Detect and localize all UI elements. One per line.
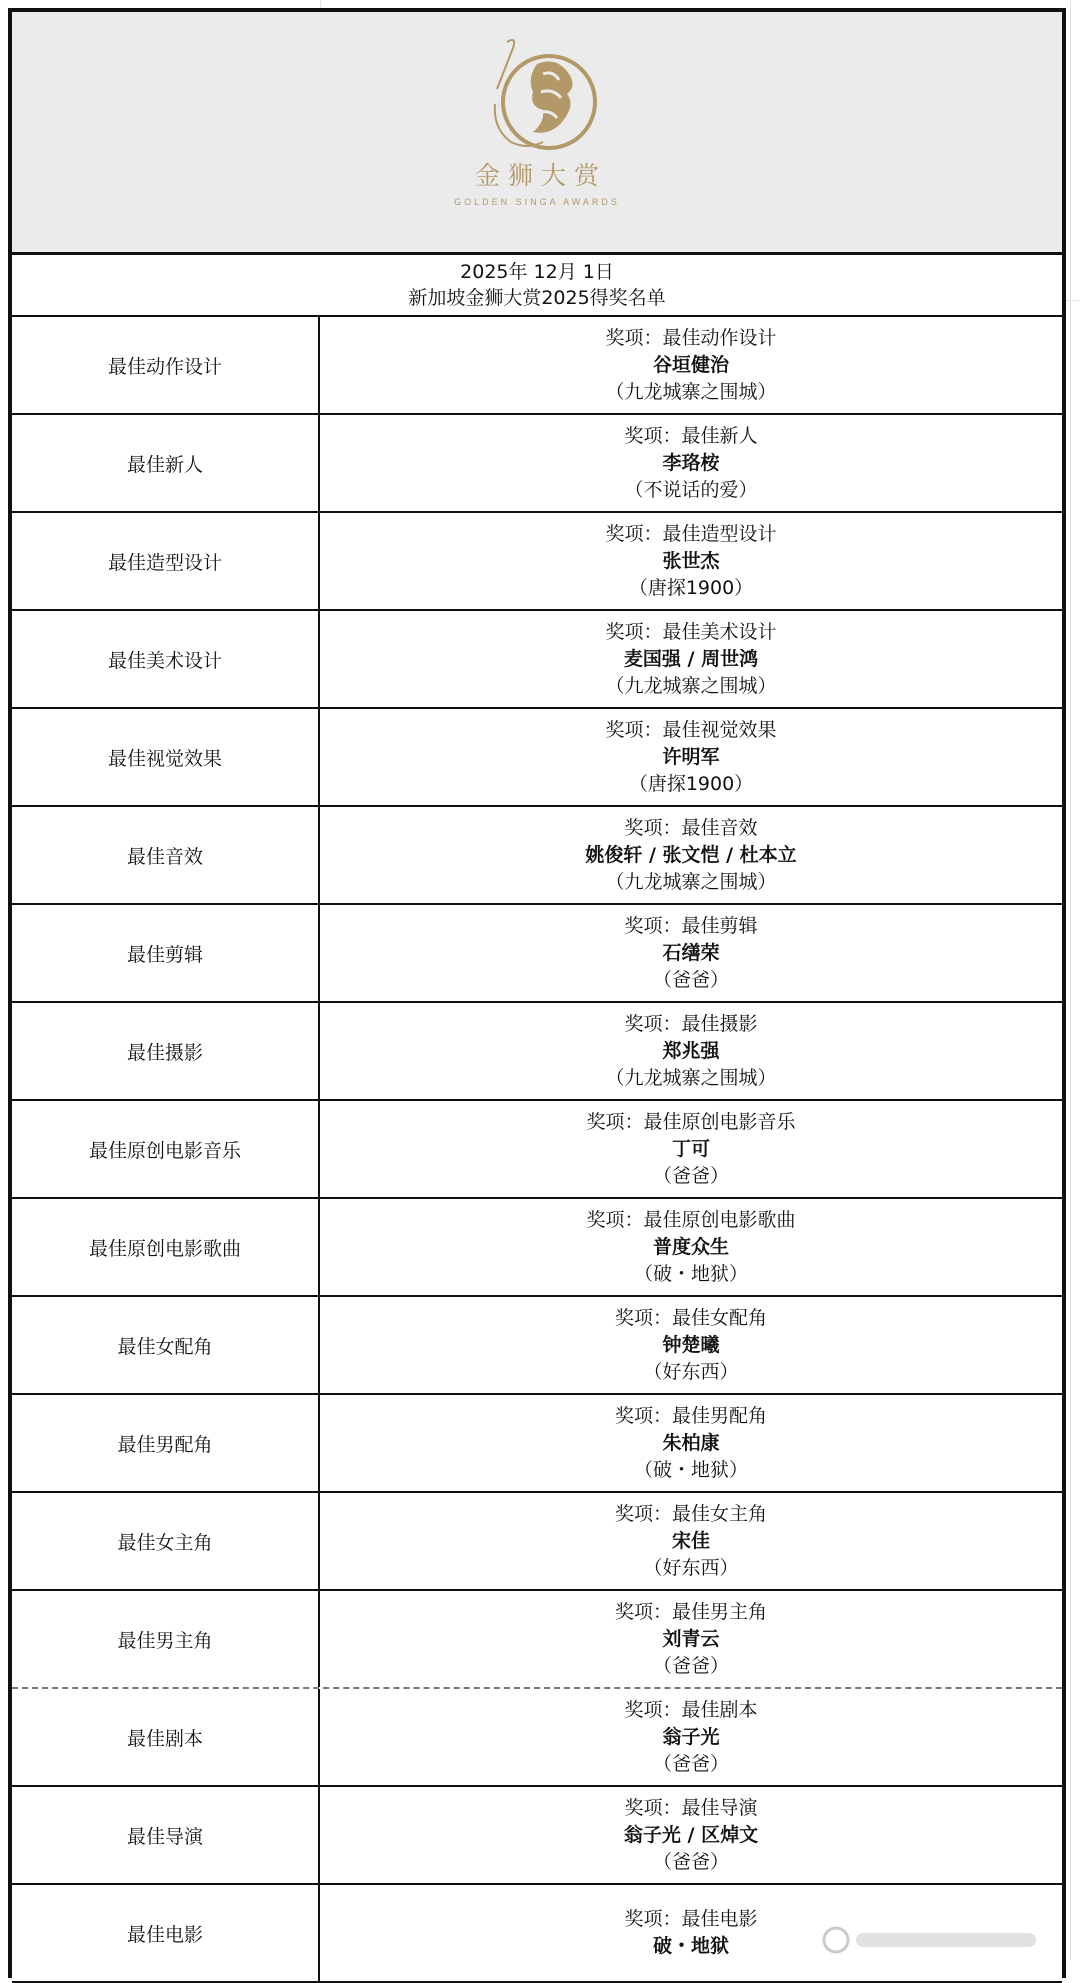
award-film: （爸爸） bbox=[652, 1752, 729, 1775]
list-title: 新加坡金狮大赏2025得奖名单 bbox=[408, 287, 666, 309]
award-winner: 许明军 bbox=[662, 745, 720, 768]
award-row bbox=[12, 415, 1062, 513]
award-line: 奖项：最佳摄影 bbox=[624, 1012, 758, 1035]
awards-table bbox=[12, 317, 1062, 1983]
award-winner: 朱柏康 bbox=[662, 1431, 720, 1454]
award-film: （不说话的爱） bbox=[624, 478, 758, 501]
award-category: 最佳摄影 bbox=[12, 1003, 320, 1099]
award-detail bbox=[320, 1689, 1062, 1785]
award-line: 奖项：最佳女主角 bbox=[614, 1502, 767, 1525]
award-category: 最佳导演 bbox=[12, 1787, 320, 1883]
award-category: 最佳剧本 bbox=[12, 1689, 320, 1785]
award-winner: 谷垣健治 bbox=[652, 353, 729, 376]
award-row bbox=[12, 1395, 1062, 1493]
award-detail bbox=[320, 1591, 1062, 1687]
logo-banner bbox=[12, 12, 1062, 255]
award-line: 奖项：最佳男配角 bbox=[614, 1404, 767, 1427]
award-film: （好东西） bbox=[643, 1360, 739, 1383]
gridline bbox=[1066, 300, 1080, 301]
award-row bbox=[12, 1493, 1062, 1591]
award-film: （爸爸） bbox=[652, 968, 729, 991]
golden-singa-logo bbox=[457, 34, 617, 154]
award-film: （九龙城寨之围城） bbox=[605, 1066, 777, 1089]
award-winner: 钟楚曦 bbox=[662, 1333, 720, 1356]
award-row bbox=[12, 1101, 1062, 1199]
award-film: （九龙城寨之围城） bbox=[605, 870, 777, 893]
award-film: （好东西） bbox=[643, 1556, 739, 1579]
award-detail bbox=[320, 1101, 1062, 1197]
award-film: （爸爸） bbox=[652, 1654, 729, 1677]
award-row bbox=[12, 905, 1062, 1003]
award-detail bbox=[320, 709, 1062, 805]
award-winner: 破・地狱 bbox=[652, 1935, 729, 1957]
award-category: 最佳美术设计 bbox=[12, 611, 320, 707]
award-category: 最佳音效 bbox=[12, 807, 320, 903]
watermark bbox=[820, 1925, 1060, 1955]
award-line: 奖项：最佳原创电影歌曲 bbox=[586, 1208, 796, 1231]
award-date: 2025年 12月 1日 bbox=[460, 261, 614, 283]
award-winner: 宋佳 bbox=[671, 1529, 710, 1552]
award-line: 奖项：最佳新人 bbox=[624, 424, 758, 447]
award-detail bbox=[320, 1787, 1062, 1883]
award-detail bbox=[320, 415, 1062, 511]
award-winner: 郑兆强 bbox=[662, 1039, 720, 1062]
award-row bbox=[12, 1297, 1062, 1395]
award-film: （九龙城寨之围城） bbox=[605, 674, 777, 697]
award-row bbox=[12, 1787, 1062, 1885]
award-row bbox=[12, 317, 1062, 415]
award-detail bbox=[320, 1297, 1062, 1393]
award-category: 最佳原创电影音乐 bbox=[12, 1101, 320, 1197]
award-row bbox=[12, 1199, 1062, 1297]
award-winner: 姚俊轩 / 张文恺 / 杜本立 bbox=[585, 843, 797, 866]
award-winner: 刘青云 bbox=[662, 1627, 720, 1650]
award-line: 奖项：最佳导演 bbox=[624, 1796, 758, 1819]
award-detail bbox=[320, 1493, 1062, 1589]
award-category: 最佳新人 bbox=[12, 415, 320, 511]
award-line: 奖项：最佳音效 bbox=[624, 816, 758, 839]
award-row bbox=[12, 709, 1062, 807]
award-line: 奖项：最佳女配角 bbox=[614, 1306, 767, 1329]
award-category: 最佳电影 bbox=[12, 1885, 320, 1981]
award-detail bbox=[320, 807, 1062, 903]
award-line: 奖项：最佳视觉效果 bbox=[605, 718, 777, 741]
award-category: 最佳女配角 bbox=[12, 1297, 320, 1393]
award-line: 奖项：最佳剪辑 bbox=[624, 914, 758, 937]
award-line: 奖项：最佳剧本 bbox=[624, 1698, 758, 1721]
award-film: （九龙城寨之围城） bbox=[605, 380, 777, 403]
award-line: 奖项：最佳美术设计 bbox=[605, 620, 777, 643]
award-winner: 麦国强 / 周世鸿 bbox=[623, 647, 759, 670]
award-category: 最佳女主角 bbox=[12, 1493, 320, 1589]
award-category: 最佳男配角 bbox=[12, 1395, 320, 1491]
award-detail bbox=[320, 905, 1062, 1001]
logo-emblem-text: 30 bbox=[457, 34, 459, 35]
award-line: 奖项：最佳造型设计 bbox=[605, 522, 777, 545]
award-detail bbox=[320, 1395, 1062, 1491]
award-detail bbox=[320, 611, 1062, 707]
award-line: 奖项：最佳原创电影音乐 bbox=[586, 1110, 796, 1133]
award-winner: 张世杰 bbox=[662, 549, 720, 572]
award-row bbox=[12, 807, 1062, 905]
award-detail bbox=[320, 1199, 1062, 1295]
award-line: 奖项：最佳动作设计 bbox=[605, 326, 777, 349]
award-line: 奖项：最佳电影 bbox=[624, 1908, 758, 1930]
award-winner: 普度众生 bbox=[652, 1235, 729, 1258]
award-winner: 李珞桉 bbox=[662, 451, 720, 474]
award-winner: 丁可 bbox=[671, 1137, 710, 1160]
award-row bbox=[12, 1591, 1062, 1689]
award-category: 最佳原创电影歌曲 bbox=[12, 1199, 320, 1295]
award-winner: 翁子光 bbox=[662, 1725, 720, 1748]
award-row bbox=[12, 611, 1062, 709]
award-category: 最佳剪辑 bbox=[12, 905, 320, 1001]
award-category: 最佳造型设计 bbox=[12, 513, 320, 609]
award-winner: 石缮荣 bbox=[662, 941, 720, 964]
logo-name-cn: 金狮大赏 bbox=[474, 161, 607, 190]
gridline bbox=[320, 0, 321, 8]
award-film: （爸爸） bbox=[652, 1164, 729, 1187]
award-row bbox=[12, 1689, 1062, 1787]
logo-name-en: GOLDEN SINGA AWARDS bbox=[454, 197, 620, 207]
award-film: （破・地狱） bbox=[633, 1262, 748, 1285]
awards-sheet bbox=[8, 8, 1066, 1978]
list-header bbox=[12, 255, 1062, 317]
award-category: 最佳动作设计 bbox=[12, 317, 320, 413]
award-film: （唐探1900） bbox=[628, 772, 754, 795]
award-film: （唐探1900） bbox=[628, 576, 754, 599]
award-row bbox=[12, 513, 1062, 611]
award-line: 奖项：最佳男主角 bbox=[614, 1600, 767, 1623]
award-category: 最佳男主角 bbox=[12, 1591, 320, 1687]
award-detail bbox=[320, 513, 1062, 609]
award-detail bbox=[320, 317, 1062, 413]
award-film: （爸爸） bbox=[652, 1850, 729, 1873]
award-category: 最佳视觉效果 bbox=[12, 709, 320, 805]
award-film: （破・地狱） bbox=[633, 1458, 748, 1481]
award-row bbox=[12, 1003, 1062, 1101]
award-detail bbox=[320, 1003, 1062, 1099]
gridline bbox=[1070, 0, 1071, 1960]
award-winner: 翁子光 / 区焯文 bbox=[623, 1823, 759, 1846]
